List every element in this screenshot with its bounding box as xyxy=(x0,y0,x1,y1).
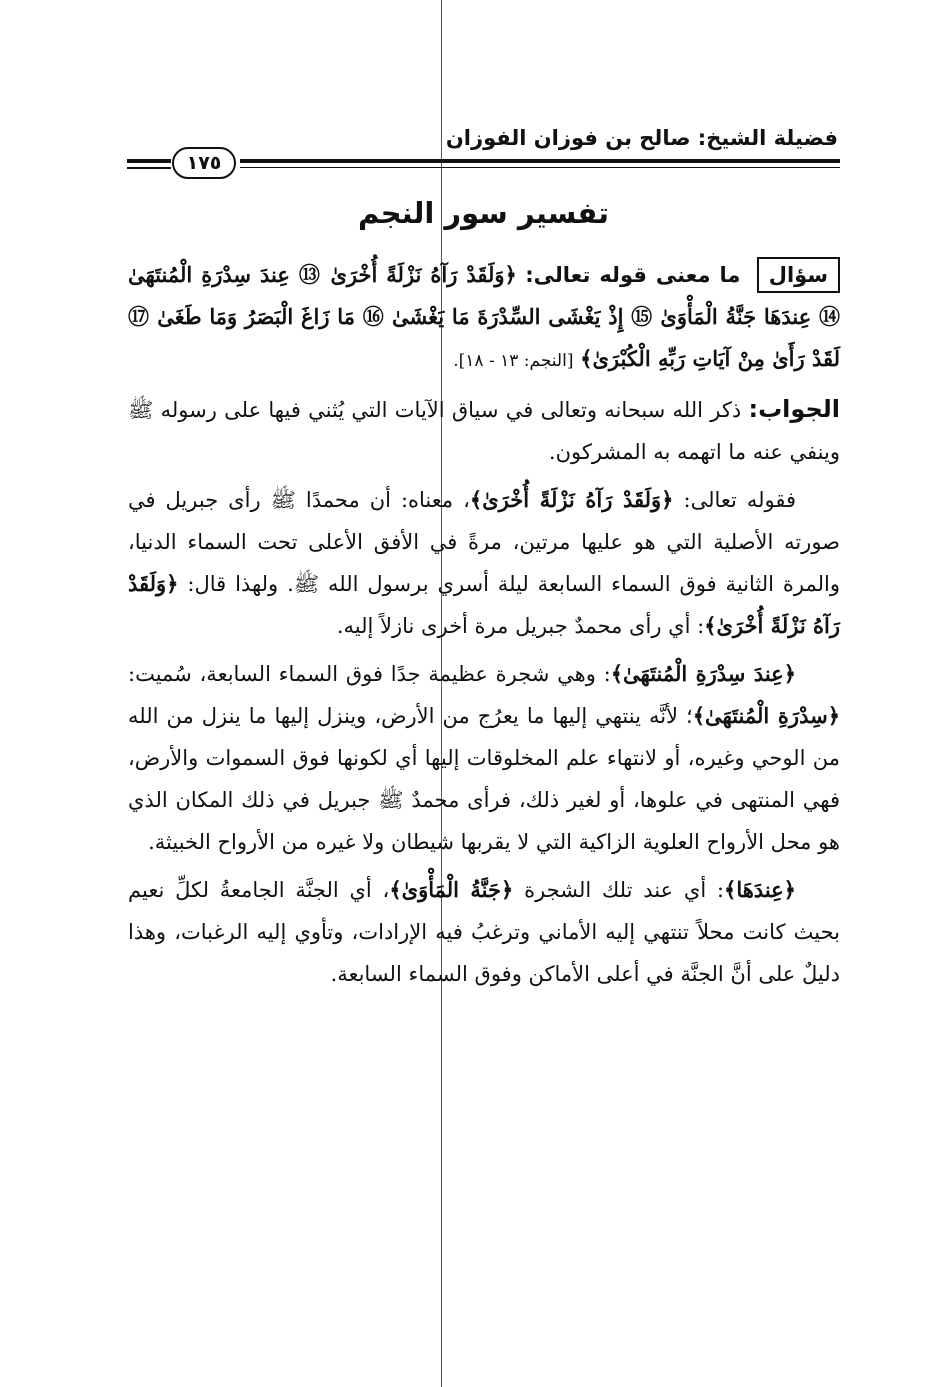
answer-p3-verse-1: ﴿عِندَ سِدْرَةِ الْمُنتَهَىٰ﴾ xyxy=(610,661,796,686)
page-number: ١٧٥ xyxy=(186,151,222,174)
header-rule-left-thick xyxy=(127,159,171,163)
answer-paragraph-2 xyxy=(128,479,840,647)
answer-label: الجواب: xyxy=(748,395,840,423)
question-intro: ما معنى قوله تعالى: xyxy=(525,263,741,287)
answer-p3-verse-2: ﴿سِدْرَةِ الْمُنتَهَىٰ﴾ xyxy=(692,703,840,728)
answer-p3-text-b: ؛ لأنَّه ينتهي إليها ما يعرُج من الأرض، وينزل إليها ما ينزل من الله من الوحي وغيره، أو لانتهاء علم المخلوقات إليها أي لكونها فوق السموات والأرض، فهي المنتهى في علوها، أو لغير ذلك، فرأى محمدٌ ﷺ جبريل في ذلك المكان الذي هو محل الأرواح العلوية الزاكية التي لا يقربها شيطان ولا غيره من الأرواح الخبيثة. xyxy=(128,704,840,854)
question-label-box xyxy=(757,257,840,293)
header-rule-left-thin xyxy=(127,167,171,169)
answer-p2-text-c: : أي رأى محمدٌ جبريل مرة أخرى نازلاً إليه. xyxy=(336,614,705,638)
answer-p2-text-a: فقوله تعالى: xyxy=(683,488,797,512)
section-title: تفسير سور النجم xyxy=(357,196,610,230)
header-rule-thin xyxy=(240,167,840,168)
answer-p4-verse-1: ﴿عِندَهَا﴾ xyxy=(724,877,796,902)
question-verses: ﴿وَلَقَدْ رَآهُ نَزْلَةً أُخْرَىٰ ⑬ عِندَ سِدْرَةِ الْمُنتَهَىٰ ⑭ عِندَهَا جَنَّةُ الْمَأْوَىٰ ⑮ إِذْ يَغْشَى السِّدْرَةَ مَا يَغْشَىٰ ⑯ مَا زَاغَ الْبَصَرُ وَمَا طَغَىٰ ⑰ لَقَدْ رَأَىٰ مِنْ آيَاتِ رَبِّهِ الْكُبْرَىٰ﴾ xyxy=(128,262,840,371)
header-rule-thick xyxy=(240,159,840,163)
page-body xyxy=(128,254,840,1001)
question-citation: [النجم: ١٣ - ١٨]. xyxy=(453,351,574,371)
answer-p2-verse-2: ﴿وَلَقَدْ رَآهُ نَزْلَةً أُخْرَىٰ﴾ xyxy=(128,571,840,638)
question-label: سؤال xyxy=(768,263,828,287)
answer-p4-verse-2: ﴿جَنَّةُ الْمَأْوَىٰ﴾ xyxy=(389,877,514,902)
answer-paragraph-3 xyxy=(128,653,840,863)
running-header-author: فضيلة الشيخ: صالح بن فوزان الفوزان xyxy=(445,126,838,150)
answer-paragraph-4 xyxy=(128,869,840,995)
answer-p2-text-b: ، معناه: أن محمدًا ﷺ رأى جبريل في صورته الأصلية التي هو عليها مرتين، مرةً في الأفق الأعلى تحت السماء الدنيا، والمرة الثانية فوق السماء السابعة ليلة أسري برسول الله ﷺ. ولهذا قال: xyxy=(128,488,840,596)
question-paragraph xyxy=(128,254,840,382)
page-number-badge xyxy=(172,147,236,179)
answer-paragraph-1 xyxy=(128,388,840,473)
answer-p3-text-a: : وهي شجرة عظيمة جدًا فوق السماء السابعة، سُميت: xyxy=(128,662,611,686)
answer-p1-text: ذكر الله سبحانه وتعالى في سياق الآيات التي يُثني فيها على رسوله ﷺ وينفي عنه ما اتهمه به المشركون. xyxy=(128,398,840,464)
answer-p4-text-b: ، أي الجنَّة الجامعةُ لكلِّ نعيم بحيث كانت محلاً تنتهي إليه الأماني وترغبُ فيه الإرادات، وتأوي إليه الرغبات، وهذا دليلٌ على أنَّ الجنَّة في أعلى الأماكن وفوق السماء السابعة. xyxy=(128,878,840,986)
answer-p4-text-a: : أي عند تلك الشجرة xyxy=(524,878,725,902)
answer-p2-verse-1: ﴿وَلَقَدْ رَآهُ نَزْلَةً أُخْرَىٰ﴾ xyxy=(469,487,674,512)
